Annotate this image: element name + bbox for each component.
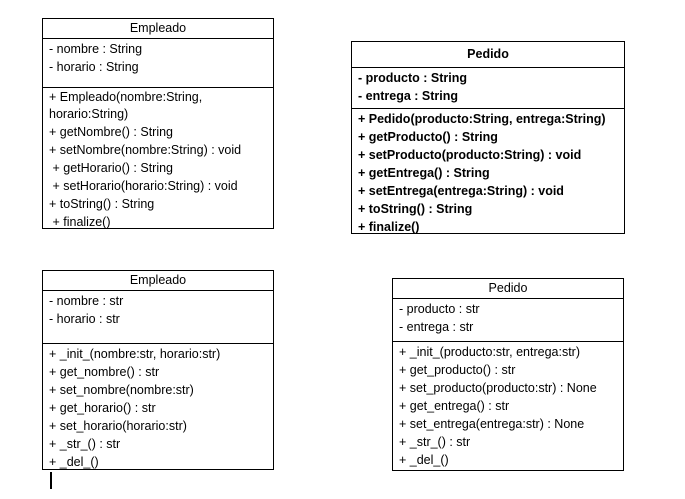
attribute: - horario : String <box>49 60 139 74</box>
class-box-pedido-python <box>392 278 624 471</box>
class-name: Pedido <box>352 42 624 68</box>
method: + _del_() <box>399 453 449 467</box>
class-name: Empleado <box>43 271 273 291</box>
method: + set_nombre(nombre:str) <box>49 383 194 397</box>
method: + toString() : String <box>358 202 473 216</box>
methods-section <box>352 108 624 236</box>
method: + get_producto() : str <box>399 363 516 377</box>
method: + _str_() : str <box>49 437 121 451</box>
method: + _del_() <box>49 455 99 469</box>
method: + getNombre() : String <box>49 125 174 139</box>
method: + _init_(nombre:str, horario:str) <box>49 347 221 361</box>
method: + _str_() : str <box>399 435 471 449</box>
class-box-empleado-python <box>42 270 274 470</box>
attributes-section <box>352 68 624 108</box>
methods-section <box>43 343 273 471</box>
method: + _init_(producto:str, entrega:str) <box>399 345 580 359</box>
attribute: - entrega : String <box>358 89 459 103</box>
text-cursor <box>50 472 52 489</box>
attribute: - entrega : str <box>399 320 474 334</box>
method: + get_nombre() : str <box>49 365 160 379</box>
method: + set_entrega(entrega:str) : None <box>399 417 585 431</box>
method: + setProducto(producto:String) : void <box>358 148 582 162</box>
method: + get_horario() : str <box>49 401 156 415</box>
attributes-section <box>393 299 623 341</box>
method: + setHorario(horario:String) : void <box>49 179 238 193</box>
method: + setEntrega(entrega:String) : void <box>358 184 564 198</box>
class-name: Pedido <box>393 279 623 299</box>
attribute: - nombre : String <box>49 42 143 56</box>
method: + set_horario(horario:str) <box>49 419 187 433</box>
attribute: - producto : str <box>399 302 480 316</box>
method: + Pedido(producto:String, entrega:String) <box>358 112 606 126</box>
method: + set_producto(producto:str) : None <box>399 381 597 395</box>
method: + getProducto() : String <box>358 130 498 144</box>
method: + finalize() <box>49 215 111 229</box>
method: + get_entrega() : str <box>399 399 510 413</box>
method: + finalize() <box>358 220 420 234</box>
attribute: - producto : String <box>358 71 468 85</box>
attribute: - nombre : str <box>49 294 124 308</box>
class-name: Empleado <box>43 19 273 39</box>
method: + Empleado(nombre:String, horario:String) <box>49 90 203 121</box>
method: + toString() : String <box>49 197 155 211</box>
method: + setNombre(nombre:String) : void <box>49 143 242 157</box>
attributes-section <box>43 291 273 343</box>
methods-section <box>393 341 623 469</box>
attribute: - horario : str <box>49 312 120 326</box>
attributes-section <box>43 39 273 87</box>
class-box-pedido-java <box>351 41 625 234</box>
methods-section <box>43 87 273 231</box>
method: + getHorario() : String <box>49 161 174 175</box>
class-box-empleado-java <box>42 18 274 229</box>
method: + getEntrega() : String <box>358 166 490 180</box>
